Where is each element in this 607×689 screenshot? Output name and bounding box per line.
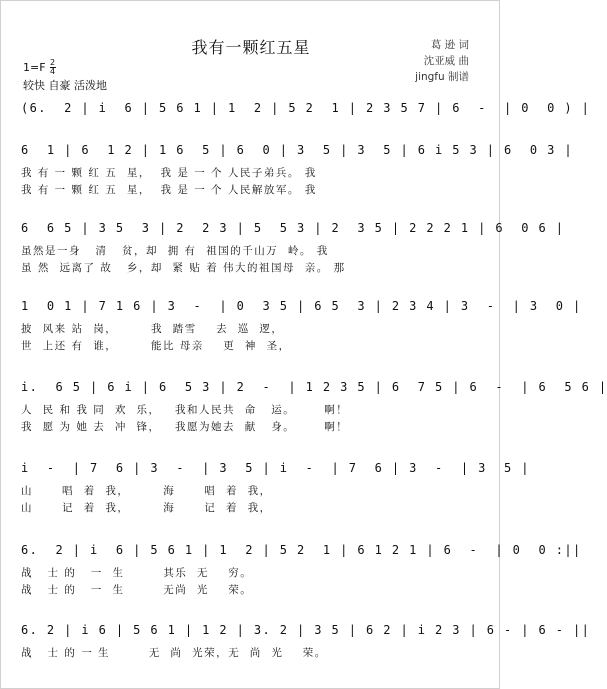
lyric-verse-2: 我 愿 为 她 去 冲 锋， 我愿为她去 献 身。 啊！	[21, 421, 349, 433]
time-signature-bottom: 4	[50, 67, 56, 76]
song-title: 我有一颗红五星	[191, 38, 311, 57]
score-system-2	[21, 141, 573, 199]
lyric-verse-1: 人 民 和 我 同 欢 乐， 我和人民共 命 运。 啊！	[21, 404, 349, 416]
score-system-4	[21, 297, 582, 355]
time-signature-top: 2	[50, 58, 56, 67]
notation-line: i - | 7 6 | 3 - | 3 5 | i - | 7 6 | 3 - | 3 5 |	[21, 461, 530, 475]
lyric-verse-1: 我 有 一 颗 红 五 星， 我 是 一 个 人民子弟兵。 我	[21, 167, 317, 179]
lyric-verse-2: 山 记 着 我， 海 记 着 我，	[21, 502, 272, 514]
lyric-verse-2: 世 上还 有 谁， 能比 母亲 更 神 圣，	[21, 340, 291, 352]
score-system-1	[21, 99, 591, 117]
score-system-5	[21, 378, 607, 436]
time-signature	[50, 59, 56, 76]
tempo-marking: 较快 自豪 活泼地	[23, 79, 107, 92]
notation-line: 6. 2 | i 6 | 5 6 1 | 1 2 | 3. 2 | 3 5 | 6 2 | i 2 3 | 6 - | 6 - ||	[21, 623, 591, 637]
lyric-verse-1: 山 唱 着 我， 海 唱 着 我，	[21, 485, 272, 497]
lyric-verse-1: 战 士 的 一 生 其乐 无 穷。	[21, 567, 253, 579]
notation-line: i. 6 5 | 6 i | 6 5 3 | 2 - | 1 2 3 5 | 6 7 5 | 6 - | 6 5 6 |	[21, 380, 607, 394]
lyric-verse-2: 战 士 的 一 生 无尚 光 荣。	[21, 584, 253, 596]
credits	[415, 37, 469, 85]
composer-credit: 沈亚威 曲	[423, 55, 469, 67]
lyric-verse-2: 我 有 一 颗 红 五 星， 我 是 一 个 人民解放军。 我	[21, 184, 317, 196]
lyric-verse-1: 虽然是一身 清 贫，却 拥 有 祖国的千山万 岭。 我	[21, 245, 329, 257]
lyric-verse-1: 战 士 的 一 生 无 尚 光荣，无 尚 光 荣。	[21, 647, 327, 659]
score-system-7	[21, 541, 582, 599]
score-system-6	[21, 459, 530, 517]
notation-line: (6. 2 | i 6 | 5 6 1 | 1 2 | 5 2 1 | 2 3 5 7 | 6 - | 0 0 ) |	[21, 101, 591, 115]
lyric-verse-1: 披 风来 站 岗， 我 踏雪 去 巡 逻，	[21, 323, 284, 335]
transcriber-credit: jingfu 制谱	[415, 71, 469, 83]
lyricist-credit: 葛 逊 词	[430, 39, 469, 51]
key-signature: 1=F	[23, 61, 46, 74]
notation-line: 6 6 5 | 3 5 3 | 2 2 3 | 5 5 3 | 2 3 5 | 2 2 2 1 | 6 0 6 |	[21, 221, 565, 235]
notation-line: 1 0 1 | 7 1 6 | 3 - | 0 3 5 | 6 5 3 | 2 3 4 | 3 - | 3 0 |	[21, 299, 582, 313]
key-and-time-signature	[23, 59, 56, 76]
notation-line: 6 1 | 6 1 2 | 1 6 5 | 6 0 | 3 5 | 3 5 | 6 i 5 3 | 6 0 3 |	[21, 143, 573, 157]
score-system-3	[21, 219, 565, 277]
lyric-verse-2: 虽 然 远离了 故 乡，却 紧 贴 着 伟大的祖国母 亲。 那	[21, 262, 346, 274]
score-system-8	[21, 621, 591, 662]
notation-line: 6. 2 | i 6 | 5 6 1 | 1 2 | 5 2 1 | 6 1 2 1 | 6 - | 0 0 :||	[21, 543, 582, 557]
